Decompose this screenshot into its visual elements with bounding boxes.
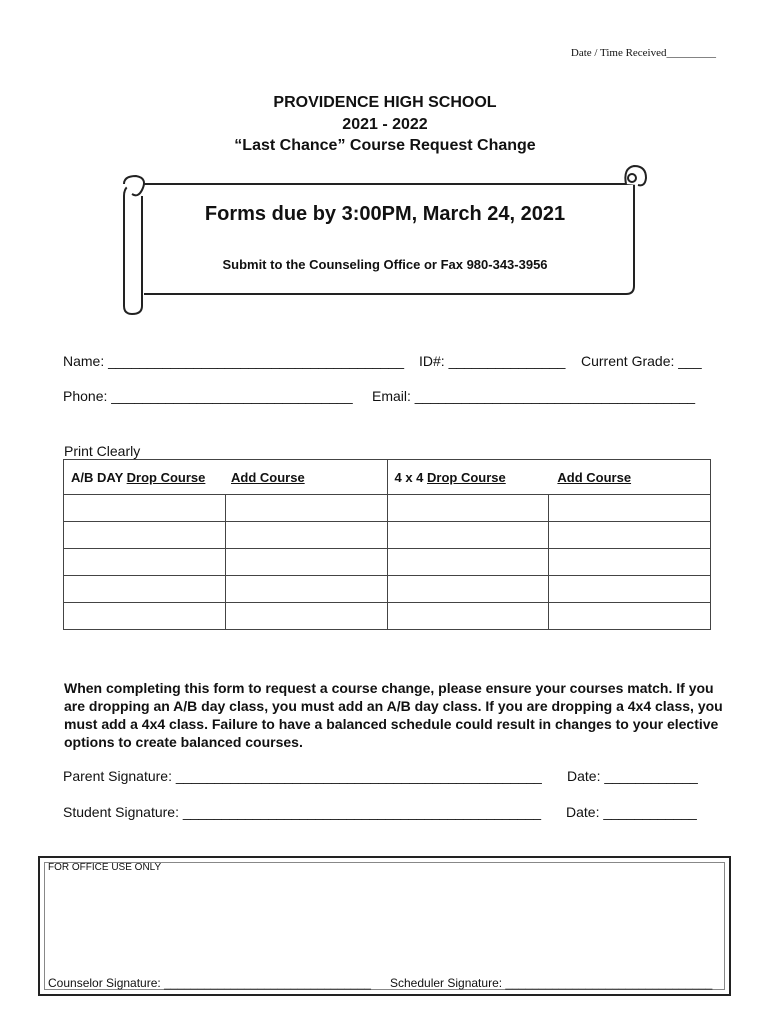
table-cell[interactable]	[225, 495, 387, 522]
grade-field[interactable]: Current Grade: ___	[581, 353, 702, 369]
table-cell[interactable]	[64, 603, 226, 630]
name-field[interactable]: Name: ______________________________________	[63, 353, 404, 369]
table-row	[64, 576, 711, 603]
office-use-title: FOR OFFICE USE ONLY	[48, 862, 162, 873]
student-date-field[interactable]: Date: ____________	[566, 804, 697, 820]
scheduler-signature-field[interactable]: Scheduler Signature: _______________________________	[390, 976, 713, 990]
deadline-text: Forms due by 3:00PM, March 24, 2021	[204, 203, 566, 225]
table-cell[interactable]	[387, 576, 549, 603]
table-cell[interactable]	[549, 495, 711, 522]
id-field[interactable]: ID#: _______________	[419, 353, 566, 369]
table-cell[interactable]	[387, 549, 549, 576]
counselor-signature-field[interactable]: Counselor Signature: _______________________________	[48, 976, 371, 990]
school-name: PROVIDENCE HIGH SCHOOL	[273, 94, 497, 111]
four-add-course-header: Add Course	[557, 469, 632, 485]
table-cell[interactable]	[64, 576, 226, 603]
ab-day-header: A/B DAY Drop Course Add Course	[64, 460, 388, 495]
four-by-four-header: 4 x 4 Drop Course Add Course	[387, 460, 711, 495]
school-year: 2021 - 2022	[342, 116, 428, 133]
table-header-row	[64, 460, 711, 495]
table-cell[interactable]	[549, 549, 711, 576]
table-cell[interactable]	[225, 522, 387, 549]
email-field[interactable]: Email: ____________________________________	[372, 388, 696, 404]
table-cell[interactable]	[387, 495, 549, 522]
table-row	[64, 495, 711, 522]
table-cell[interactable]	[225, 549, 387, 576]
table-cell[interactable]	[387, 603, 549, 630]
student-signature-field[interactable]: Student Signature: ______________________________________________	[63, 804, 542, 820]
date-time-received: Date / Time Received_________	[570, 47, 716, 59]
instructions-paragraph: When completing this form to request a course change, please ensure your courses match. If you are dropping an A/B day class, you must add an A/B day class. If you are dropping a 4x4 class, you must add a 4x4 class. Failure to have a balanced schedule could result in changes to your elective options to create balanced courses.	[64, 680, 723, 750]
table-cell[interactable]	[64, 495, 226, 522]
table-cell[interactable]	[64, 522, 226, 549]
scroll-banner-graphic	[118, 160, 650, 318]
office-use-inner-border	[44, 862, 725, 990]
table-cell[interactable]	[64, 549, 226, 576]
table-cell[interactable]	[549, 576, 711, 603]
parent-signature-field[interactable]: Parent Signature: _______________________________________________	[63, 768, 542, 784]
phone-field[interactable]: Phone: _______________________________	[63, 388, 353, 404]
table-row	[64, 522, 711, 549]
table-cell[interactable]	[387, 522, 549, 549]
print-clearly-label: Print Clearly	[64, 443, 141, 459]
parent-date-field[interactable]: Date: ____________	[567, 768, 698, 784]
table-cell[interactable]	[549, 603, 711, 630]
submit-instructions: Submit to the Counseling Office or Fax 980-343-3956	[222, 257, 548, 272]
ab-add-course-header: Add Course	[231, 469, 305, 485]
table-row	[64, 603, 711, 630]
ab-drop-course-header: Drop Course	[126, 469, 206, 485]
course-change-table	[63, 459, 711, 630]
table-cell[interactable]	[225, 603, 387, 630]
office-use-box	[38, 856, 731, 996]
form-title: “Last Chance” Course Request Change	[234, 137, 536, 154]
four-drop-course-header: Drop Course	[427, 469, 506, 485]
table-cell[interactable]	[549, 522, 711, 549]
table-cell[interactable]	[225, 576, 387, 603]
table-row	[64, 549, 711, 576]
